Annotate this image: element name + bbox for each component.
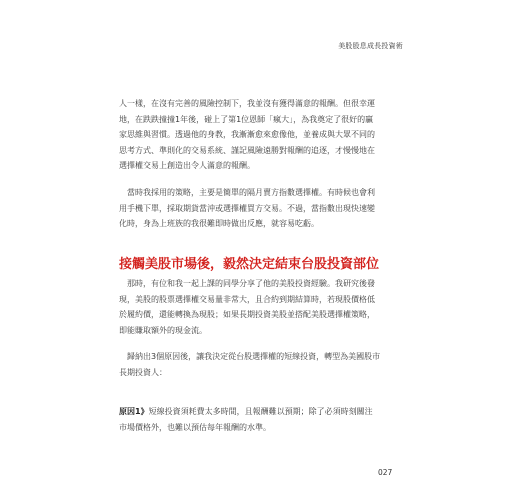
text-line: 當時我採用的策略，主要是簡單的隔月賣方指數選擇權。有時候也會利	[119, 188, 375, 197]
page-number: 027	[378, 468, 393, 477]
text-line: 於履約價，還能轉換為現股；如果長期投資美股並搭配美股選擇權策略，	[119, 310, 375, 319]
text-line: 家思維與習慣。透過他的身教，我漸漸愈來愈像他，並養成與大眾不同的	[119, 130, 375, 139]
text-line: 即能賺取額外的現金流。	[119, 325, 207, 335]
reason-paragraph	[119, 404, 406, 435]
text-line: 地，在跌跌撞撞1年後，碰上了第1位恩師「瘋大」，為我奠定了很好的贏	[119, 114, 374, 124]
text-line: 市場價格外，也難以預估每年報酬的水準。	[119, 422, 271, 432]
text-line: 歸納出3個原因後，讓我決定從台股選擇權的短線投資，轉型為美國股市	[119, 352, 381, 361]
section-heading: 接觸美股市場後，毅然決定結束台股投資部位	[119, 257, 380, 272]
paragraph	[119, 276, 406, 338]
text-line	[119, 404, 406, 420]
reason-text: 短線投資須耗費太多時間，且報酬難以預期；除了必須時刻關注	[148, 407, 373, 416]
text-line: 思考方式、準則化的交易系統、謹記風險遠勝對報酬的追逐，才慢慢地在	[119, 145, 375, 155]
running-head: 美股股息成長投資術	[338, 42, 403, 50]
paragraph	[119, 185, 406, 232]
reason-label: 原因1》	[119, 407, 149, 416]
text-line: 選擇權交易上創造出令人滿意的報酬。	[119, 161, 255, 170]
text-line: 長期投資人：	[119, 367, 167, 377]
text-line: 現，美股的股票選擇權交易量非常大，且合約到期結算時，若現股價格低	[119, 294, 375, 304]
text-line: 人一樣，在沒有完善的風險控制下，我並沒有獲得滿意的報酬。但很幸運	[119, 99, 375, 108]
paragraph	[119, 96, 406, 174]
text-line: 那時，有位和我一起上課的同學分享了他的美股投資經驗。我研究後發	[119, 279, 375, 288]
paragraph	[119, 349, 406, 380]
text-line: 化時，身為上班族的我很難即時做出反應，就容易吃虧。	[119, 219, 319, 228]
text-line: 用手機下單，採取期貨當沖或選擇權買方交易。不過，當指數出現快速變	[119, 203, 375, 213]
